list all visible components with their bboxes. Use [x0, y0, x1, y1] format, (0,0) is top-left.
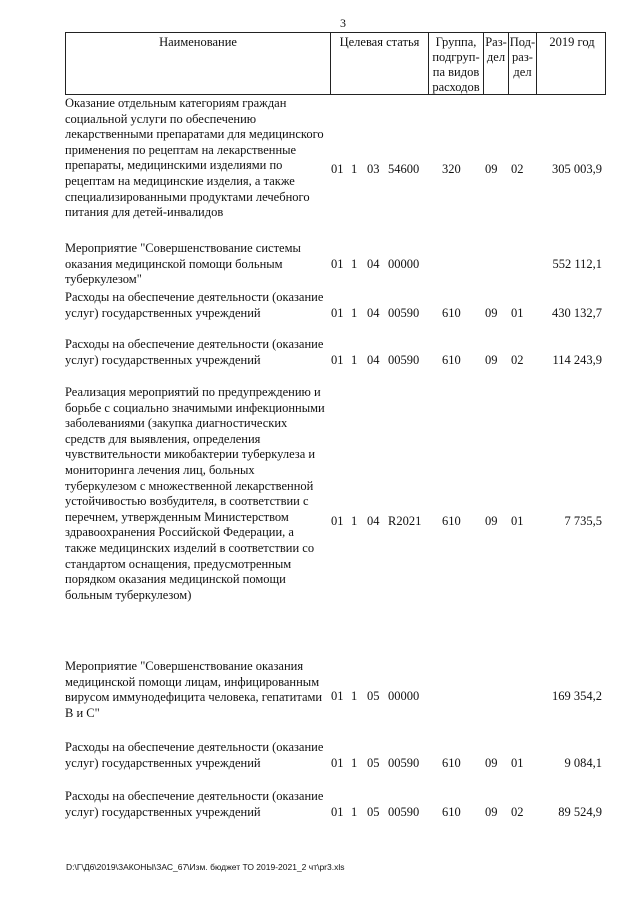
row-code1: 01 — [331, 353, 344, 367]
row-code3: 04 — [367, 353, 380, 367]
row-name: Расходы на обеспечение деятельности (оказание услуг) государственных учреждений — [65, 337, 324, 367]
row-group: 610 — [442, 514, 461, 528]
row-name: Мероприятие "Совершенствование оказания медицинской помощи лицам, инфицированным вирусом иммунодефицита человека, гепатитами В и С" — [65, 659, 323, 720]
row-code4: 00000 — [388, 689, 420, 703]
row-amount: 169 354,2 — [552, 689, 602, 703]
table-row — [65, 659, 606, 723]
table-header — [65, 32, 606, 95]
row-code2: 1 — [351, 756, 358, 770]
row-amount: 89 524,9 — [558, 805, 602, 819]
row-name: Расходы на обеспечение деятельности (оказание услуг) государственных учреждений — [65, 789, 324, 819]
row-razdel: 09 — [485, 306, 498, 320]
row-code3: 04 — [367, 306, 380, 320]
row-code1: 01 — [331, 306, 344, 320]
table-row — [65, 290, 606, 324]
header-razdel: Раз- дел — [483, 33, 508, 94]
file-path-footer: D:\Г\Д6\2019\ЗАКОНЫ\ЗАС_67\Изм. бюджет ТО 2019-2021_2 чт\pr3.xls — [66, 862, 345, 872]
row-code4: 00590 — [388, 805, 420, 819]
table-row — [65, 740, 606, 774]
page-number: 3 — [340, 16, 346, 30]
row-razdel: 09 — [485, 805, 498, 819]
row-code2: 1 — [351, 162, 358, 176]
row-code4: 00590 — [388, 306, 420, 320]
row-code1: 01 — [331, 756, 344, 770]
row-code3: 05 — [367, 756, 380, 770]
row-podrazdel: 02 — [511, 353, 524, 367]
row-name: Мероприятие "Совершенствование системы оказания медицинской помощи больным туберкулезом" — [65, 241, 301, 287]
row-amount: 9 084,1 — [564, 756, 602, 770]
row-code1: 01 — [331, 689, 344, 703]
header-target: Целевая статья — [330, 33, 428, 94]
row-name: Реализация мероприятий по предупреждению и борьбе с социально значимыми инфекционными заболеваниями (закупка диагностических средств для выявления, определения чувствительности микобактерии туберкулеза и мониторинга лечения лиц, больных туберкулезом с множественной лекарственной устойчивостью возбудителя, в соответствии с перечнем, утвержденным Министерством здравоохранения Российской Федерации, а также медицинских изделий в соответствии со стандартом оснащения, предусмотренным порядком оказания медицинской помощи больным туберкулезом) — [65, 385, 325, 602]
row-code3: 03 — [367, 162, 380, 176]
row-group: 610 — [442, 756, 461, 770]
header-podrazdel: Под- раз- дел — [508, 33, 536, 94]
table-row — [65, 385, 606, 610]
row-code1: 01 — [331, 257, 344, 271]
row-group: 320 — [442, 162, 461, 176]
row-code2: 1 — [351, 257, 358, 271]
row-code2: 1 — [351, 353, 358, 367]
header-name: Наименование — [159, 35, 237, 49]
row-podrazdel: 01 — [511, 306, 524, 320]
table-row — [65, 789, 606, 823]
row-name: Расходы на обеспечение деятельности (оказание услуг) государственных учреждений — [65, 290, 324, 320]
row-code4: R2021 — [388, 514, 422, 528]
table-row — [65, 241, 606, 289]
row-razdel: 09 — [485, 162, 498, 176]
row-code3: 04 — [367, 514, 380, 528]
row-code3: 05 — [367, 805, 380, 819]
row-amount: 305 003,9 — [552, 162, 602, 176]
row-amount: 430 132,7 — [552, 306, 602, 320]
row-code2: 1 — [351, 514, 358, 528]
row-code4: 00590 — [388, 353, 420, 367]
row-group: 610 — [442, 353, 461, 367]
row-code1: 01 — [331, 162, 344, 176]
row-name: Оказание отдельным категориям граждан социальной услуги по обеспечению лекарственными препаратами для медицинского применения по рецептам на лекарственные препараты, медицинскими изделиями по рецептам на медицинские изделия, а также специализированными продуктами лечебного питания для детей-инвалидов — [65, 96, 324, 220]
header-year: 2019 год — [536, 33, 607, 94]
row-code1: 01 — [331, 514, 344, 528]
row-podrazdel: 01 — [511, 514, 524, 528]
row-code2: 1 — [351, 689, 358, 703]
row-razdel: 09 — [485, 514, 498, 528]
row-amount: 7 735,5 — [564, 514, 602, 528]
row-group: 610 — [442, 805, 461, 819]
table-row — [65, 96, 606, 236]
row-code3: 04 — [367, 257, 380, 271]
row-code4: 00000 — [388, 257, 420, 271]
row-amount: 114 243,9 — [552, 353, 602, 367]
row-code2: 1 — [351, 805, 358, 819]
row-name: Расходы на обеспечение деятельности (оказание услуг) государственных учреждений — [65, 740, 324, 770]
row-code4: 54600 — [388, 162, 420, 176]
row-code1: 01 — [331, 805, 344, 819]
header-group: Группа, подгруп- па видов расходов — [428, 33, 483, 94]
row-razdel: 09 — [485, 353, 498, 367]
row-code4: 00590 — [388, 756, 420, 770]
row-amount: 552 112,1 — [552, 257, 602, 271]
row-podrazdel: 02 — [511, 805, 524, 819]
row-podrazdel: 01 — [511, 756, 524, 770]
row-podrazdel: 02 — [511, 162, 524, 176]
row-code2: 1 — [351, 306, 358, 320]
table-row — [65, 337, 606, 371]
row-razdel: 09 — [485, 756, 498, 770]
row-group: 610 — [442, 306, 461, 320]
row-code3: 05 — [367, 689, 380, 703]
